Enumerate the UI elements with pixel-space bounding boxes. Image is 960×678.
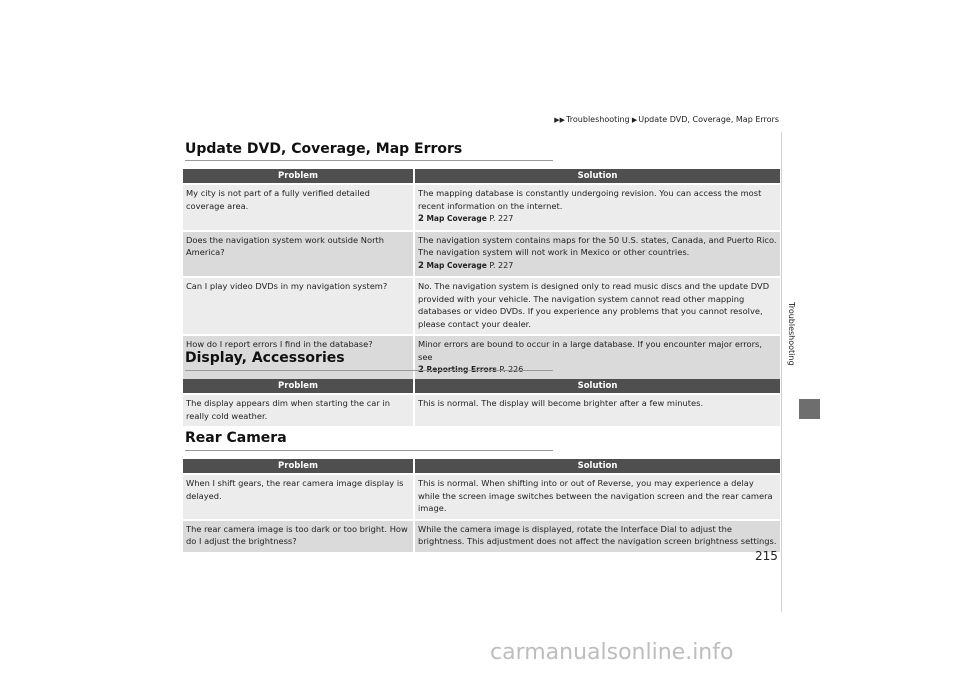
column-header-problem: Problem [183, 459, 415, 473]
problem-cell: The display appears dim when starting the car in really cold weather. [183, 393, 415, 426]
column-header-solution: Solution [415, 379, 780, 393]
arrow-right-icon: ▶ [629, 116, 638, 124]
solution-cell: This is normal. The display will become brighter after a few minutes. [415, 393, 780, 426]
section-divider [185, 370, 553, 371]
column-header-solution: Solution [415, 459, 780, 473]
arrow-right-icon: ▶▶ [554, 116, 566, 124]
solution-text: The navigation system contains maps for the 50 U.S. states, Canada, and Puerto Rico. The navigation system will not work in Mexico or other countries. [418, 234, 777, 257]
problem-cell: Can I play video DVDs in my navigation system? [183, 276, 415, 334]
column-header-problem: Problem [183, 379, 415, 393]
solution-text: The mapping database is constantly undergoing revision. You can access the most recent information on the internet. [418, 188, 762, 211]
troubleshooting-table [183, 379, 780, 426]
problem-cell: The rear camera image is too dark or too bright. How do I adjust the brightness? [183, 519, 415, 552]
breadcrumb [554, 115, 779, 124]
solution-cell [415, 230, 780, 277]
table-row [183, 519, 780, 552]
cross-reference-link[interactable]: 2 Map Coverage P. 227 [418, 214, 514, 224]
breadcrumb-item[interactable]: Update DVD, Coverage, Map Errors [638, 115, 779, 124]
table-row [183, 393, 780, 426]
troubleshooting-table [183, 459, 780, 552]
solution-cell: While the camera image is displayed, rotate the Interface Dial to adjust the brightness. This adjustment does not affect the navigation screen brightness settings. [415, 519, 780, 552]
solution-cell: No. The navigation system is designed only to read music discs and the update DVD provided with your vehicle. The navigation system cannot read other mapping databases or video DVDs. If you experience any problems that you cannot resolve, please contact your dealer. [415, 276, 780, 334]
table-row [183, 276, 780, 334]
troubleshooting-table [183, 169, 780, 381]
table-row [183, 230, 780, 277]
section-title: Rear Camera [185, 430, 287, 446]
reference-icon: 2 [418, 214, 424, 224]
section-divider [185, 450, 553, 451]
side-tab-marker [799, 399, 820, 419]
side-tab-label: Troubleshooting [787, 302, 796, 366]
column-header-problem: Problem [183, 169, 415, 183]
solution-cell [415, 334, 780, 381]
problem-cell: When I shift gears, the rear camera image display is delayed. [183, 473, 415, 519]
solution-cell: This is normal. When shifting into or out of Reverse, you may experience a delay while the screen image switches between the navigation screen and the rear camera image. [415, 473, 780, 519]
column-header-solution: Solution [415, 169, 780, 183]
problem-cell: Does the navigation system work outside North America? [183, 230, 415, 277]
section-divider [185, 160, 553, 161]
problem-cell: How do I report errors I find in the database? [183, 334, 415, 381]
watermark: carmanualsonline.info [490, 640, 734, 665]
page-number: 215 [755, 549, 778, 563]
margin-divider [781, 132, 782, 612]
reference-icon: 2 [418, 260, 424, 271]
section-title: Display, Accessories [185, 350, 345, 366]
problem-cell: My city is not part of a fully verified detailed coverage area. [183, 183, 415, 230]
cross-reference-link[interactable]: 2 Map Coverage P. 227 [418, 260, 514, 271]
table-row [183, 183, 780, 230]
solution-cell [415, 183, 780, 230]
section-title: Update DVD, Coverage, Map Errors [185, 141, 463, 157]
solution-text: Minor errors are bound to occur in a large database. If you encounter major errors, see [418, 339, 762, 362]
table-row [183, 473, 780, 519]
breadcrumb-item[interactable]: Troubleshooting [566, 115, 630, 124]
